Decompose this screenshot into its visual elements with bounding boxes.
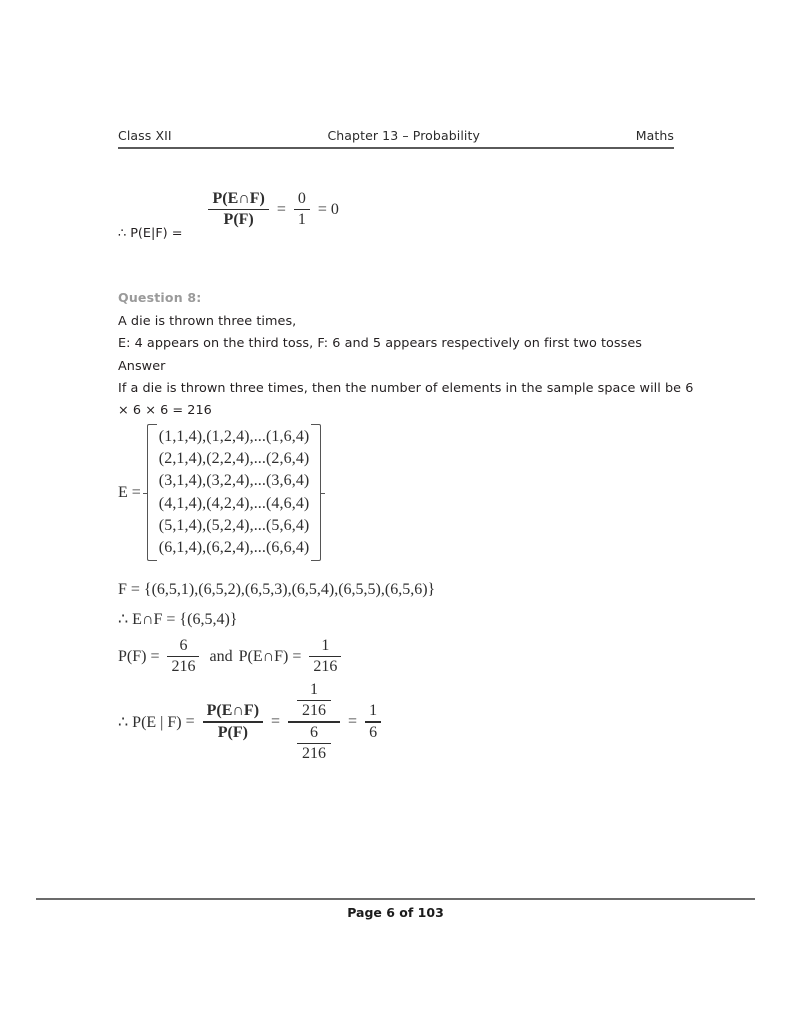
- probability-values-line: [118, 637, 345, 676]
- fraction-bar: [365, 721, 381, 722]
- fraction-bar: [208, 209, 268, 210]
- set-e-row: (1,1,4),(1,2,4),...(1,6,4): [158, 428, 310, 445]
- set-e-row: (5,1,4),(5,2,4),...(5,6,4): [158, 516, 310, 534]
- set-e-row: (3,1,4),(3,2,4),...(3,6,4): [158, 472, 310, 490]
- equals-sign-3: =: [348, 712, 358, 730]
- fraction-bar: [167, 656, 199, 657]
- set-e-row: (6,1,4),(6,2,4),...(6,6,4): [158, 539, 310, 557]
- equals-sign-1: =: [185, 712, 195, 730]
- set-f-definition: F = {(6,5,1),(6,5,2),(6,5,3),(6,5,4),(6,5,5),(6,5,6)}: [118, 581, 436, 598]
- header-class-label: Class XII: [118, 128, 172, 143]
- fraction-1-over-216: [297, 681, 331, 720]
- fraction-numerator: P(E∩F): [206, 702, 260, 720]
- fraction-denominator: P(F): [217, 723, 248, 741]
- equals-sign-2: =: [271, 712, 281, 730]
- conjunction-and: and: [209, 647, 233, 665]
- fraction-numerator: 6: [310, 723, 319, 741]
- fraction-bar: [297, 743, 331, 744]
- equation-final-lead: ∴ P(E | F): [118, 713, 182, 731]
- equals-sign-1: =: [276, 200, 286, 218]
- fraction-zero-over-one: [294, 190, 310, 229]
- fraction-numerator: 1: [310, 681, 319, 698]
- header-subject-label: Maths: [635, 128, 674, 143]
- set-e-intersect-f: ∴ E∩F = {(6,5,4)}: [118, 611, 238, 628]
- fraction-denominator: 1: [297, 211, 306, 229]
- answer-line-1: If a die is thrown three times, then the number of elements in the sample space will be 6: [118, 381, 694, 396]
- fraction-numerator: P(E∩F): [212, 190, 265, 207]
- answer-line-2: × 6 × 6 = 216: [118, 403, 212, 418]
- fraction-bar: [294, 209, 310, 210]
- fraction-6-over-216: [167, 637, 199, 676]
- question-label: Question 8:: [118, 290, 202, 305]
- nested-fraction-bar: [288, 721, 340, 722]
- p-e-and-f-label: P(E∩F): [238, 647, 289, 665]
- equation-top-lead: ∴ P(E|F) =: [118, 226, 183, 242]
- question-line-1: A die is thrown three times,: [118, 314, 297, 329]
- equation-conditional-probability-top: [118, 190, 339, 242]
- set-e-label: E =: [118, 483, 141, 501]
- fraction-denominator: 216: [313, 658, 338, 676]
- fraction-bar: [203, 721, 263, 722]
- equals-sign: =: [292, 647, 302, 665]
- nested-fraction-numerator: [288, 681, 340, 720]
- fraction-denominator: 216: [171, 658, 196, 676]
- left-brace-icon: [144, 424, 156, 561]
- equation-top-result: 0: [330, 200, 339, 218]
- fraction-bar: [297, 700, 331, 701]
- page-header: [118, 128, 674, 143]
- fraction-p-e-and-f-over-p-f: [203, 702, 263, 741]
- equals-sign: =: [150, 647, 160, 665]
- fraction-denominator: 216: [302, 702, 327, 720]
- question-line-2: E: 4 appears on the third toss, F: 6 and 5 appears respectively on first two tosses: [118, 336, 642, 351]
- header-chapter-title: Chapter 13 – Probability: [327, 128, 480, 143]
- fraction-p-e-and-f-over-p-f: [208, 190, 268, 229]
- right-brace-icon: [312, 424, 324, 561]
- equation-top-body: [204, 190, 338, 229]
- equation-conditional-probability-final: [118, 681, 385, 763]
- fraction-denominator: 216: [302, 744, 327, 762]
- fraction-denominator: P(F): [223, 211, 254, 229]
- fraction-numerator: 1: [321, 637, 330, 654]
- nested-fraction-denominator: [288, 724, 340, 763]
- fraction-numerator: 1: [369, 702, 378, 720]
- equals-sign-2: =: [317, 200, 327, 218]
- nested-fraction: [288, 681, 340, 763]
- set-e-definition: [118, 424, 324, 561]
- answer-label: Answer: [118, 359, 166, 374]
- fraction-1-over-6-result: [365, 702, 381, 741]
- p-f-label: P(F): [118, 647, 147, 665]
- page-number: Page 6 of 103: [347, 905, 444, 920]
- fraction-bar: [309, 656, 341, 657]
- footer-divider: [36, 898, 755, 900]
- set-e-row: (2,1,4),(2,2,4),...(2,6,4): [158, 450, 310, 468]
- set-e-rows: [156, 424, 313, 561]
- fraction-numerator: 0: [297, 190, 306, 207]
- set-e-row: (4,1,4),(4,2,4),...(4,6,4): [158, 494, 310, 512]
- fraction-numerator: 6: [179, 637, 188, 654]
- header-divider: [118, 147, 674, 149]
- fraction-1-over-216: [309, 637, 341, 676]
- fraction-6-over-216: [297, 724, 331, 763]
- fraction-denominator: 6: [369, 723, 378, 741]
